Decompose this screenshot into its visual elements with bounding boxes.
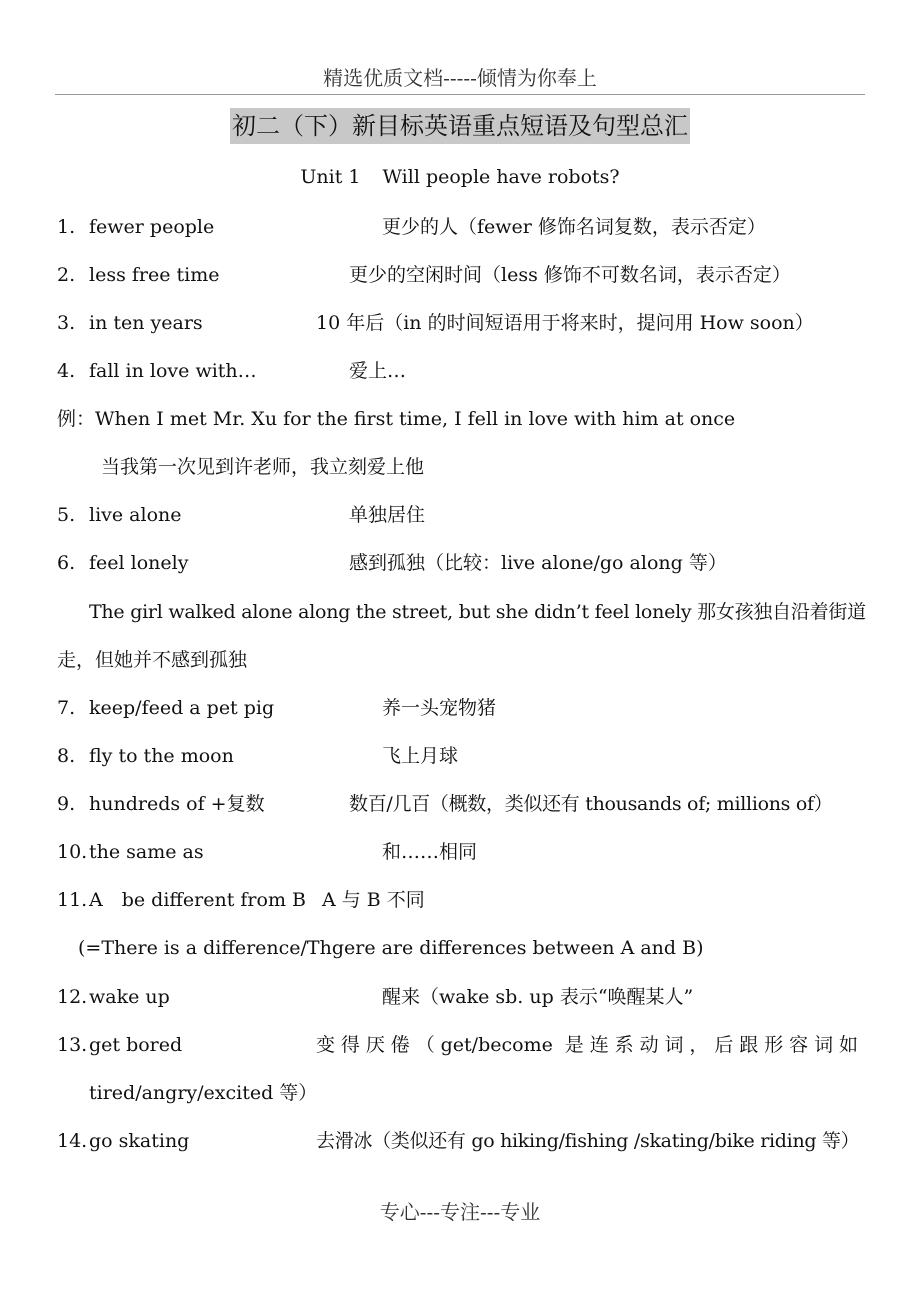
item-phrase: fly to the moon <box>89 745 234 767</box>
item-meaning: 感到孤独（比较：live alone/go along 等） <box>349 552 727 574</box>
item-number: 8. <box>57 745 76 767</box>
item-number: 11. <box>57 889 88 911</box>
item-phrase: hundreds of +复数 <box>89 793 265 815</box>
item-phrase: go skating <box>89 1130 190 1152</box>
item-phrase: in ten years <box>89 312 203 334</box>
item-phrase: keep/feed a pet pig <box>89 697 275 719</box>
item-meaning: 单独居住 <box>349 504 426 526</box>
note-equivalent: (=There is a difference/Thgere are differences between A and B) <box>78 937 704 959</box>
item-phrase: A be different from B <box>89 889 306 911</box>
item-meaning-continued: tired/angry/excited 等） <box>89 1082 318 1104</box>
unit-label: Unit 1 <box>300 166 361 188</box>
item-number: 3. <box>57 312 76 334</box>
note-paragraph-continued: 走，但她并不感到孤独 <box>57 649 248 671</box>
item-phrase: less free time <box>89 264 220 286</box>
item-meaning: 和……相同 <box>382 841 478 863</box>
page-header: 精选优质文档-----倾情为你奉上 <box>323 66 597 90</box>
item-number: 6. <box>57 552 76 574</box>
item-meaning: 10 年后（in 的时间短语用于将来时，提问用 How soon） <box>316 312 814 334</box>
item-meaning: A 与 B 不同 <box>322 889 425 911</box>
item-phrase: feel lonely <box>89 552 189 574</box>
page-footer: 专心---专注---专业 <box>379 1200 541 1224</box>
note-paragraph: The girl walked alone along the street, but she didn’t feel lonely 那女孩独自沿着街道 <box>89 601 866 623</box>
item-number: 13. <box>57 1034 88 1056</box>
item-phrase: fall in love with… <box>89 360 257 382</box>
example-sentence <box>57 405 735 433</box>
item-number: 4. <box>57 360 76 382</box>
example-translation: 当我第一次见到许老师，我立刻爱上他 <box>101 456 425 478</box>
unit-title: Will people have robots? <box>382 166 620 188</box>
item-meaning: 养一头宠物猪 <box>382 697 497 719</box>
item-number: 5. <box>57 504 76 526</box>
example-english: When I met Mr. Xu for the first time, I fell in love with him at once <box>95 408 736 430</box>
item-number: 10. <box>57 841 88 863</box>
document-title: 初二（下）新目标英语重点短语及句型总汇 <box>230 108 690 144</box>
item-number: 2. <box>57 264 76 286</box>
item-phrase: wake up <box>89 986 170 1008</box>
item-meaning: 更少的空闲时间（less 修饰不可数名词，表示否定） <box>349 264 791 286</box>
item-phrase: the same as <box>89 841 204 863</box>
item-meaning: 爱上… <box>349 360 407 382</box>
item-number: 9. <box>57 793 76 815</box>
item-meaning: 变得厌倦（get/become 是连系动词，后跟形容词如 <box>316 1034 858 1056</box>
item-phrase: get bored <box>89 1034 183 1056</box>
item-meaning: 数百/几百（概数，类似还有 thousands of; millions of） <box>349 793 833 815</box>
item-number: 7. <box>57 697 76 719</box>
item-meaning: 去滑冰（类似还有 go hiking/fishing /skating/bike riding 等） <box>316 1130 860 1152</box>
item-meaning: 飞上月球 <box>382 745 459 767</box>
item-meaning: 更少的人（fewer 修饰名词复数，表示否定） <box>382 216 766 238</box>
item-number: 14. <box>57 1130 88 1152</box>
item-phrase: live alone <box>89 504 182 526</box>
item-number: 1. <box>57 216 76 238</box>
item-number: 12. <box>57 986 88 1008</box>
item-phrase: fewer people <box>89 216 215 238</box>
example-prefix: 例： <box>57 408 96 430</box>
unit-heading <box>0 166 920 188</box>
item-meaning: 醒来（wake sb. up 表示“唤醒某人” <box>382 986 694 1008</box>
header-divider <box>55 94 865 95</box>
